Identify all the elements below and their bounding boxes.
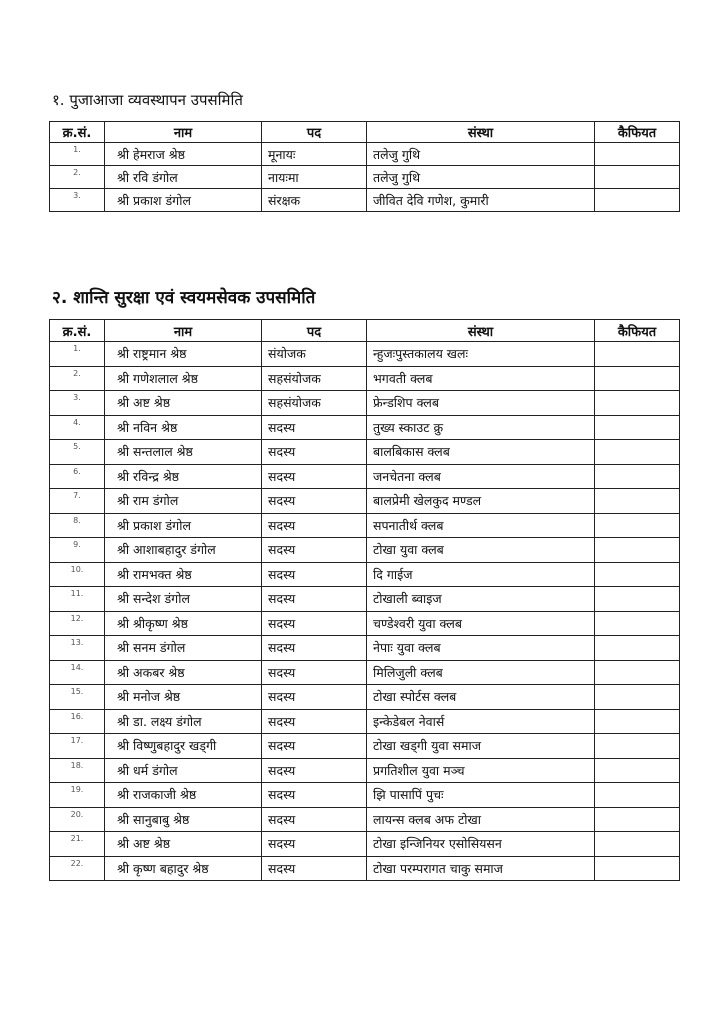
post-cell: सदस्य	[262, 440, 367, 465]
post-cell: सदस्य	[262, 562, 367, 587]
table-row	[50, 562, 680, 587]
table-row	[50, 538, 680, 563]
section1-title: १. पुजाआजा व्यवस्थापन उपसमिति	[52, 91, 243, 109]
organization-cell: टोखाली ब्वाइज	[367, 587, 595, 612]
table-row	[50, 783, 680, 808]
table-row	[50, 636, 680, 661]
remarks-cell	[595, 513, 680, 538]
table-row	[50, 807, 680, 832]
name-cell: श्री मनोज श्रेष्ठ	[105, 685, 262, 710]
organization-cell: तलेजु गुथि	[367, 166, 595, 189]
table-row	[50, 342, 680, 367]
name-cell: श्री श्रीकृष्ण श्रेष्ठ	[105, 611, 262, 636]
post-cell: सदस्य	[262, 734, 367, 759]
name-cell: श्री धर्म डंगोल	[105, 758, 262, 783]
remarks-cell	[595, 464, 680, 489]
name-cell: श्री रामभक्त श्रेष्ठ	[105, 562, 262, 587]
organization-cell: टोखा परम्परागत चाकु समाज	[367, 856, 595, 881]
organization-cell: टोखा युवा क्लब	[367, 538, 595, 563]
post-cell: सदस्य	[262, 538, 367, 563]
remarks-cell	[595, 783, 680, 808]
header-remarks: कैफियत	[595, 122, 680, 143]
post-cell: सदस्य	[262, 758, 367, 783]
remarks-cell	[595, 415, 680, 440]
header-serial: क्र.सं.	[50, 122, 105, 143]
header-remarks: कैफियत	[595, 320, 680, 342]
name-cell: श्री सानुबाबु श्रेष्ठ	[105, 807, 262, 832]
organization-cell: टोखा स्पोर्टस क्लब	[367, 685, 595, 710]
table-row	[50, 856, 680, 881]
remarks-cell	[595, 636, 680, 661]
name-cell: श्री प्रकाश डंगोल	[105, 189, 262, 212]
name-cell: श्री सन्देश डंगोल	[105, 587, 262, 612]
remarks-cell	[595, 856, 680, 881]
table-row	[50, 189, 680, 212]
post-cell: सदस्य	[262, 611, 367, 636]
serial-cell: 19.	[50, 783, 105, 808]
serial-cell: 14.	[50, 660, 105, 685]
header-serial: क्र.सं.	[50, 320, 105, 342]
name-cell: श्री हेमराज श्रेष्ठ	[105, 143, 262, 166]
organization-cell: लायन्स क्लब अफ टोखा	[367, 807, 595, 832]
serial-cell: 16.	[50, 709, 105, 734]
remarks-cell	[595, 807, 680, 832]
post-cell: सदस्य	[262, 489, 367, 514]
name-cell: श्री डा. लक्ष्य डंगोल	[105, 709, 262, 734]
name-cell: श्री राजकाजी श्रेष्ठ	[105, 783, 262, 808]
serial-cell: 21.	[50, 832, 105, 857]
post-cell: सहसंयोजक	[262, 391, 367, 416]
serial-cell: 6.	[50, 464, 105, 489]
organization-cell: फ्रेन्डशिप क्लब	[367, 391, 595, 416]
table-row	[50, 391, 680, 416]
post-cell: मूनायः	[262, 143, 367, 166]
remarks-cell	[595, 734, 680, 759]
table-row	[50, 709, 680, 734]
organization-cell: दि गाईज	[367, 562, 595, 587]
remarks-cell	[595, 166, 680, 189]
post-cell: सदस्य	[262, 807, 367, 832]
table-row	[50, 832, 680, 857]
remarks-cell	[595, 538, 680, 563]
serial-cell: 15.	[50, 685, 105, 710]
name-cell: श्री आशाबहादुर डंगोल	[105, 538, 262, 563]
table-row	[50, 660, 680, 685]
table-row	[50, 143, 680, 166]
organization-cell: भगवती क्लब	[367, 366, 595, 391]
table-row	[50, 513, 680, 538]
remarks-cell	[595, 489, 680, 514]
remarks-cell	[595, 611, 680, 636]
serial-cell: 10.	[50, 562, 105, 587]
header-post: पद	[262, 122, 367, 143]
remarks-cell	[595, 391, 680, 416]
serial-cell: 1.	[50, 143, 105, 166]
name-cell: श्री रवि डंगोल	[105, 166, 262, 189]
table-row	[50, 440, 680, 465]
serial-cell: 7.	[50, 489, 105, 514]
organization-cell: टोखा खड्गी युवा समाज	[367, 734, 595, 759]
name-cell: श्री राम डंगोल	[105, 489, 262, 514]
post-cell: सदस्य	[262, 464, 367, 489]
serial-cell: 12.	[50, 611, 105, 636]
remarks-cell	[595, 143, 680, 166]
table-row	[50, 758, 680, 783]
organization-cell: बालबिकास क्लब	[367, 440, 595, 465]
organization-cell: तलेजु गुथि	[367, 143, 595, 166]
table-row	[50, 734, 680, 759]
remarks-cell	[595, 587, 680, 612]
name-cell: श्री अष्ट श्रेष्ठ	[105, 391, 262, 416]
remarks-cell	[595, 758, 680, 783]
organization-cell: नेपाः युवा क्लब	[367, 636, 595, 661]
organization-cell: बालप्रेमी खेलकुद मण्डल	[367, 489, 595, 514]
remarks-cell	[595, 660, 680, 685]
serial-cell: 2.	[50, 166, 105, 189]
organization-cell: इन्केडेबल नेवार्स	[367, 709, 595, 734]
remarks-cell	[595, 342, 680, 367]
remarks-cell	[595, 685, 680, 710]
post-cell: सदस्य	[262, 513, 367, 538]
serial-cell: 1.	[50, 342, 105, 367]
remarks-cell	[595, 440, 680, 465]
committee-table-2	[49, 319, 680, 881]
header-post: पद	[262, 320, 367, 342]
table-row	[50, 366, 680, 391]
organization-cell: न्हुजःपुस्तकालय खलः	[367, 342, 595, 367]
post-cell: सदस्य	[262, 709, 367, 734]
organization-cell: चण्डेश्वरी युवा क्लब	[367, 611, 595, 636]
organization-cell: सपनातीर्थ क्लब	[367, 513, 595, 538]
post-cell: सदस्य	[262, 783, 367, 808]
organization-cell: टोखा इन्जिनियर एसोसियसन	[367, 832, 595, 857]
name-cell: श्री अकबर श्रेष्ठ	[105, 660, 262, 685]
header-name: नाम	[105, 320, 262, 342]
section2-title: २. शान्ति सुरक्षा एवं स्वयमसेवक उपसमिति	[52, 288, 316, 308]
serial-cell: 3.	[50, 391, 105, 416]
name-cell: श्री रविन्द्र श्रेष्ठ	[105, 464, 262, 489]
name-cell: श्री विष्णुबहादुर खड्गी	[105, 734, 262, 759]
name-cell: श्री सनम डंगोल	[105, 636, 262, 661]
organization-cell: जीवित देवि गणेश, कुमारी	[367, 189, 595, 212]
post-cell: सदस्य	[262, 660, 367, 685]
table-header-row	[50, 122, 680, 143]
organization-cell: प्रगतिशील युवा मञ्च	[367, 758, 595, 783]
serial-cell: 17.	[50, 734, 105, 759]
remarks-cell	[595, 832, 680, 857]
remarks-cell	[595, 189, 680, 212]
serial-cell: 8.	[50, 513, 105, 538]
table-row	[50, 464, 680, 489]
organization-cell: मिलिजुली क्लब	[367, 660, 595, 685]
organization-cell: तुख्य स्काउट क्रु	[367, 415, 595, 440]
organization-cell: जनचेतना क्लब	[367, 464, 595, 489]
serial-cell: 22.	[50, 856, 105, 881]
post-cell: सदस्य	[262, 415, 367, 440]
remarks-cell	[595, 709, 680, 734]
organization-cell: झि पासापिं पुचः	[367, 783, 595, 808]
name-cell: श्री गणेशलाल श्रेष्ठ	[105, 366, 262, 391]
serial-cell: 9.	[50, 538, 105, 563]
post-cell: नायःमा	[262, 166, 367, 189]
serial-cell: 13.	[50, 636, 105, 661]
committee-table-1	[49, 121, 680, 212]
table-row	[50, 166, 680, 189]
remarks-cell	[595, 562, 680, 587]
serial-cell: 5.	[50, 440, 105, 465]
post-cell: संरक्षक	[262, 189, 367, 212]
table-row	[50, 415, 680, 440]
serial-cell: 3.	[50, 189, 105, 212]
table-row	[50, 611, 680, 636]
serial-cell: 2.	[50, 366, 105, 391]
name-cell: श्री राष्ट्रमान श्रेष्ठ	[105, 342, 262, 367]
name-cell: श्री सन्तलाल श्रेष्ठ	[105, 440, 262, 465]
name-cell: श्री प्रकाश डंगोल	[105, 513, 262, 538]
post-cell: सहसंयोजक	[262, 366, 367, 391]
serial-cell: 4.	[50, 415, 105, 440]
table-header-row	[50, 320, 680, 342]
table-row	[50, 489, 680, 514]
table-row	[50, 685, 680, 710]
name-cell: श्री कृष्ण बहादुर श्रेष्ठ	[105, 856, 262, 881]
table-row	[50, 587, 680, 612]
serial-cell: 20.	[50, 807, 105, 832]
name-cell: श्री नविन श्रेष्ठ	[105, 415, 262, 440]
header-organization: संस्था	[367, 122, 595, 143]
remarks-cell	[595, 366, 680, 391]
header-organization: संस्था	[367, 320, 595, 342]
post-cell: सदस्य	[262, 685, 367, 710]
serial-cell: 11.	[50, 587, 105, 612]
post-cell: सदस्य	[262, 587, 367, 612]
post-cell: सदस्य	[262, 856, 367, 881]
name-cell: श्री अष्ट श्रेष्ठ	[105, 832, 262, 857]
post-cell: संयोजक	[262, 342, 367, 367]
serial-cell: 18.	[50, 758, 105, 783]
post-cell: सदस्य	[262, 832, 367, 857]
post-cell: सदस्य	[262, 636, 367, 661]
header-name: नाम	[105, 122, 262, 143]
